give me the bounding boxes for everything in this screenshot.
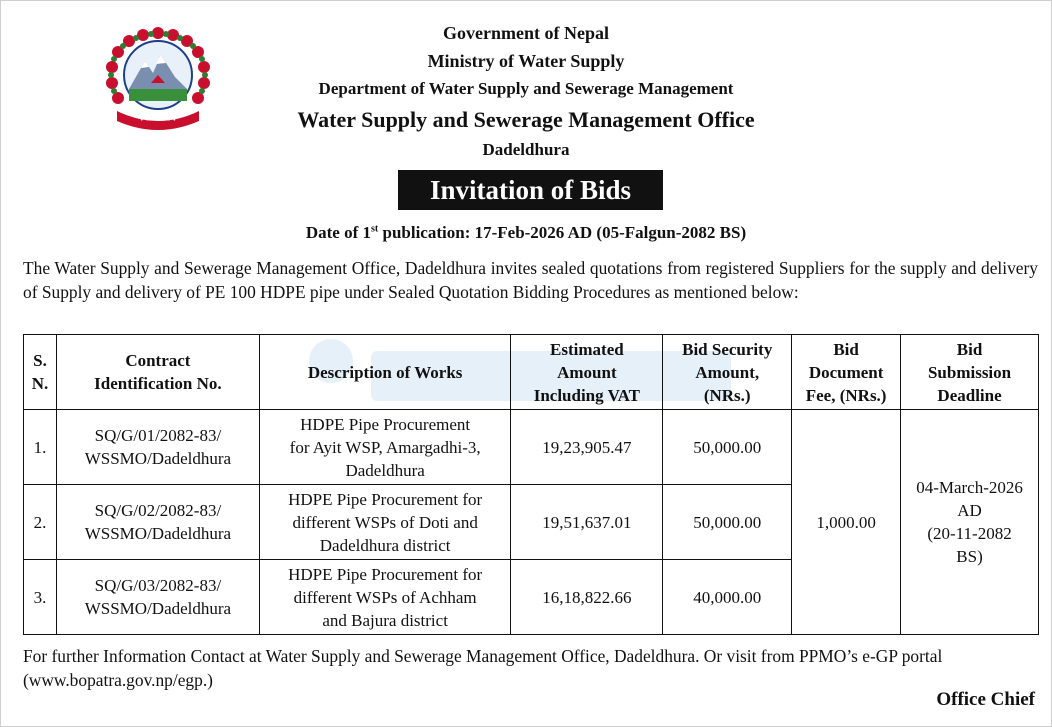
signatory: Office Chief — [936, 689, 1035, 710]
row-estimated-amount: 16,18,822.66 — [511, 560, 663, 635]
table-row — [24, 410, 1039, 485]
notice-title: Invitation of Bids — [398, 170, 663, 210]
col-header-bid-security: Bid Security Amount, (NRs.) — [663, 335, 792, 410]
contact-info: For further Information Contact at Water Supply and Sewerage Management Office, Dadeldhura. Or visit from PPMO’s e-GP portal (www.bopatra.gov.np/egp.) — [23, 646, 943, 690]
row-description: HDPE Pipe Procurement for different WSPs of Achham and Bajura district — [259, 560, 511, 635]
svg-text:• • • • • • •: • • • • • • • — [139, 117, 177, 124]
office-location: Dadeldhura — [482, 140, 570, 159]
col-header-document-fee: Bid Document Fee, (NRs.) — [792, 335, 901, 410]
publication-date: Date of 1st publication: 17-Feb-2026 AD (05-Falgun-2082 BS) — [305, 223, 747, 242]
col-header-contract-id: Contract Identification No. — [56, 335, 259, 410]
row-description: HDPE Pipe Procurement for different WSPs of Doti and Dadeldhura district — [259, 485, 511, 560]
office-name: Water Supply and Sewerage Management Office — [297, 107, 755, 132]
letterhead — [1, 19, 1051, 163]
bid-table — [23, 334, 1039, 635]
row-sn: 2. — [24, 485, 57, 560]
document-fee-cell: 1,000.00 — [792, 410, 901, 635]
table-header-row — [24, 335, 1039, 410]
row-estimated-amount: 19,23,905.47 — [511, 410, 663, 485]
col-header-sn: S. N. — [24, 335, 57, 410]
col-header-deadline: Bid Submission Deadline — [901, 335, 1039, 410]
col-header-estimated-amount: Estimated Amount Including VAT — [511, 335, 663, 410]
row-bid-security: 50,000.00 — [663, 410, 792, 485]
row-description: HDPE Pipe Procurement for Ayit WSP, Amargadhi-3, Dadeldhura — [259, 410, 511, 485]
row-contract-id: SQ/G/03/2082-83/ WSSMO/Dadeldhura — [56, 560, 259, 635]
col-header-description: Description of Works — [259, 335, 511, 410]
row-contract-id: SQ/G/02/2082-83/ WSSMO/Dadeldhura — [56, 485, 259, 560]
row-contract-id: SQ/G/01/2082-83/ WSSMO/Dadeldhura — [56, 410, 259, 485]
ministry-name: Ministry of Water Supply — [427, 51, 625, 71]
deadline-cell: 04-March-2026 AD (20-11-2082 BS) — [901, 410, 1039, 635]
row-bid-security: 50,000.00 — [663, 485, 792, 560]
row-sn: 3. — [24, 560, 57, 635]
row-sn: 1. — [24, 410, 57, 485]
intro-paragraph: The Water Supply and Sewerage Management Office, Dadeldhura invites sealed quotations from registered Suppliers for the supply and delivery of Supply and delivery of PE 100 HDPE pipe under Sealed Quotation Bidding Procedures as mentioned below: — [23, 258, 1038, 302]
row-estimated-amount: 19,51,637.01 — [511, 485, 663, 560]
row-bid-security: 40,000.00 — [663, 560, 792, 635]
government-name: Government of Nepal — [443, 23, 609, 43]
department-name: Department of Water Supply and Sewerage Management — [318, 79, 734, 98]
